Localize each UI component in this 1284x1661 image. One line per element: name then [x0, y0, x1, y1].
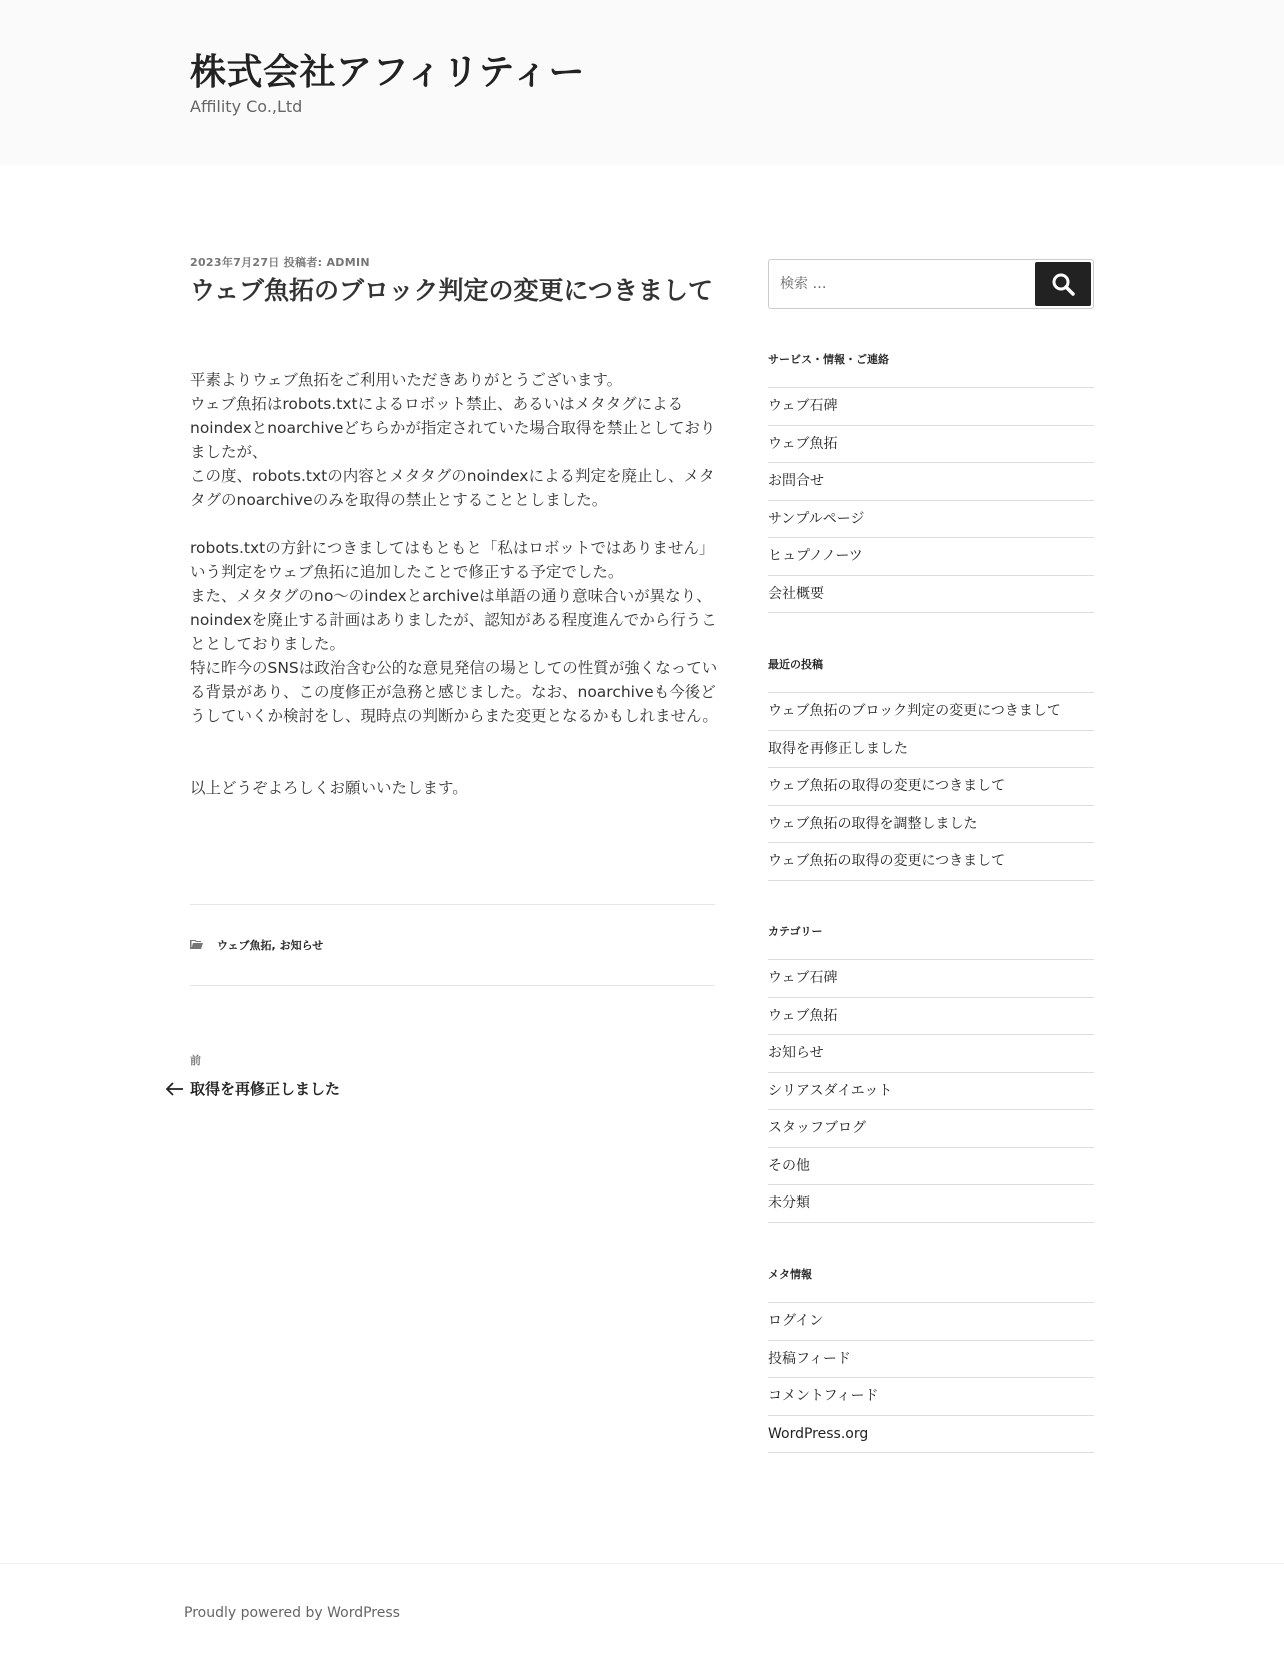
list-item[interactable]: 投稿フィード [768, 1341, 1094, 1379]
search-button[interactable] [1035, 262, 1091, 306]
entry-footer-top-divider [190, 904, 715, 905]
list-item[interactable]: 会社概要 [768, 576, 1094, 614]
post-paragraph-1: 平素よりウェブ魚拓をご利用いただきありがとうございます。 ウェブ魚拓はrobots.txtによるロボット禁止、あるいはメタタグによるnoindexとnoarchiveどちらかが指定されていた場合取得を禁止としておりましたが、 この度、robots.txtの内容とメタタグのnoindexによる判定を廃止し、メタタグのnoarchiveのみを取得の禁止とすることとしました。 [190, 371, 716, 509]
list-item[interactable]: ウェブ魚拓のブロック判定の変更につきまして [768, 693, 1094, 731]
site-title-link[interactable]: 株式会社アフィリティー [190, 52, 586, 93]
post-content [190, 368, 720, 800]
list-item[interactable]: ウェブ魚拓の取得の変更につきまして [768, 843, 1094, 881]
byline-label: 投稿者: [283, 256, 323, 269]
widget-title-meta: メタ情報 [768, 1268, 812, 1281]
list-item[interactable]: ウェブ石碑 [768, 388, 1094, 426]
list-item[interactable]: コメントフィード [768, 1378, 1094, 1416]
list-item[interactable]: 未分類 [768, 1185, 1094, 1223]
list-item[interactable]: お問合せ [768, 463, 1094, 501]
search-form [768, 259, 1094, 309]
categories-list [768, 959, 1094, 1223]
widget-title-services: サービス・情報・ご連絡 [768, 353, 889, 366]
prev-post-label: 前 [190, 1054, 201, 1067]
list-item[interactable]: WordPress.org [768, 1416, 1094, 1454]
list-item[interactable]: ログイン [768, 1303, 1094, 1341]
site-description: Affility Co.,Ltd [190, 97, 303, 116]
list-item[interactable]: ウェブ魚拓の取得を調整しました [768, 806, 1094, 844]
post-categories[interactable]: ウェブ魚拓, お知らせ [217, 939, 324, 952]
list-item[interactable]: 取得を再修正しました [768, 731, 1094, 769]
prev-post-link[interactable]: 取得を再修正しました [190, 1080, 341, 1098]
list-item[interactable]: ウェブ石碑 [768, 960, 1094, 998]
post-date-link[interactable]: 2023年7月27日 [190, 256, 280, 269]
list-item[interactable]: シリアスダイエット [768, 1073, 1094, 1111]
recent-posts-list [768, 692, 1094, 881]
post-paragraph-2: robots.txtの方針につきましてはもともと「私はロボットではありません」いう判定をウェブ魚拓に追加したことで修正する予定でした。 また、メタタグのno〜のindexとarchiveは単語の通り意味合いが異なり、 noindexを廃止する計画はありましたが、認知がある程度進んでから行うこととしておりました。 特に昨今のSNSは政治含む公的な意見発信の場としての性質が強くなっている背景があり、この度修正が急務と感じました。なお、noarchiveも今後どうしていくか検討をし、現時点の判断からまた変更となるかもしれません。 [190, 539, 718, 725]
list-item[interactable]: その他 [768, 1148, 1094, 1186]
post-author-link[interactable]: ADMIN [326, 256, 370, 269]
powered-by-link[interactable]: Proudly powered by WordPress [184, 1605, 400, 1621]
list-item[interactable]: ヒュプノノーツ [768, 538, 1094, 576]
list-item[interactable]: スタッフブログ [768, 1110, 1094, 1148]
entry-footer-bottom-divider [190, 985, 715, 986]
footer-divider [0, 1563, 1284, 1564]
list-item[interactable]: ウェブ魚拓 [768, 998, 1094, 1036]
list-item[interactable]: ウェブ魚拓 [768, 426, 1094, 464]
paragraph-spacer [190, 512, 720, 536]
search-input[interactable] [770, 261, 1034, 307]
list-item[interactable]: お知らせ [768, 1035, 1094, 1073]
list-item[interactable]: ウェブ魚拓の取得の変更につきまして [768, 768, 1094, 806]
post-title: ウェブ魚拓のブロック判定の変更につきまして [190, 276, 714, 305]
folder-icon [190, 939, 203, 949]
widget-title-recent-posts: 最近の投稿 [768, 658, 823, 671]
arrow-left-icon[interactable] [166, 1082, 184, 1096]
post-paragraph-3: 以上どうぞよろしくお願いいたします。 [190, 779, 468, 797]
paragraph-spacer [190, 728, 720, 776]
search-icon [1051, 272, 1075, 296]
site-header [0, 0, 1284, 165]
widget-title-categories: カテゴリー [768, 925, 823, 938]
list-item[interactable]: サンプルページ [768, 501, 1094, 539]
meta-list [768, 1302, 1094, 1453]
services-list [768, 387, 1094, 613]
post-meta [190, 254, 370, 270]
